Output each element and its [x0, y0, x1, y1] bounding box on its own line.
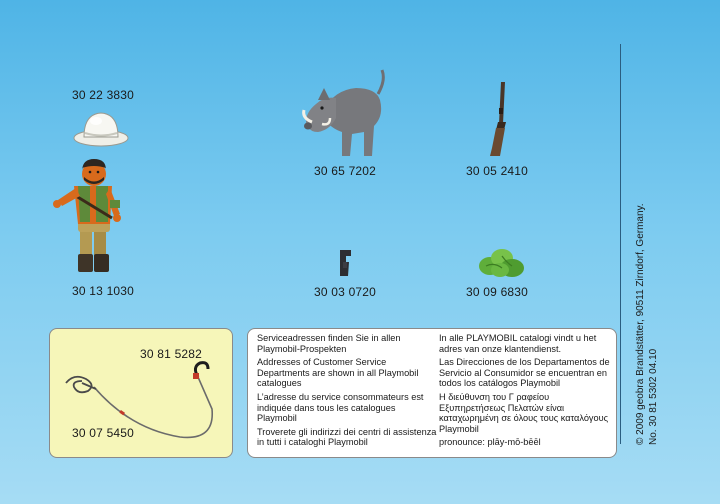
divider-line: [620, 44, 621, 444]
part-number-rifle: 30 05 2410: [466, 164, 529, 178]
info-text-nl: In alle PLAYMOBIL catalogi vindt u het adres van onze klantendienst.: [439, 333, 597, 354]
info-text-es: Las Direcciones de los Departamentos de Servicio al Consumidor se encuentran en todos los catálogos Playmobil: [439, 357, 610, 389]
pistol-image: [334, 248, 356, 280]
copyright-text: [634, 65, 660, 445]
copyright-line-1: © 2009 geobra Brandstätter, 90511 Zirndorf, Germany.: [635, 203, 646, 445]
safari-hat-image: [72, 108, 130, 148]
info-column-right: [439, 333, 615, 451]
customer-service-info-box: [247, 328, 617, 458]
copyright-line-2: No. 30 81 5302 04.10: [648, 348, 659, 445]
plant-image: [476, 246, 526, 280]
info-text-el: Η διεύθυνση του Γ ραφείου Εξυπηρετήσεως Πελατών είναι καταχωρημένη σε όλους τους καταλόγους Playmobil: [439, 391, 609, 434]
cable-parts-box: [49, 328, 233, 458]
part-number-pistol: 30 03 0720: [314, 285, 377, 299]
part-number-cable-top: 30 81 5282: [140, 347, 203, 361]
info-text-en: Addresses of Customer Service Departments are shown in all Playmobil catalogues: [257, 357, 419, 389]
info-text-de: Serviceadressen finden Sie in allen Playmobil-Prospekten: [257, 333, 401, 354]
info-text-pronounce: pronounce: plāy-mō-bēēl: [439, 437, 541, 448]
rifle-image: [486, 80, 512, 160]
part-number-cable-bottom: 30 07 5450: [72, 426, 135, 440]
part-number-plant: 30 09 6830: [466, 285, 529, 299]
part-number-warthog: 30 65 7202: [314, 164, 377, 178]
info-text-fr: L’adresse du service consommateurs est indiquée dans tous les catalogues Playmobil: [257, 391, 424, 424]
part-number-hat: 30 22 3830: [72, 88, 135, 102]
part-number-explorer: 30 13 1030: [72, 284, 135, 298]
explorer-figure-image: [50, 156, 130, 278]
cable-image: [60, 359, 225, 441]
info-column-left: [257, 333, 437, 451]
warthog-image: [300, 66, 390, 160]
info-text-it: Troverete gli indirizzi dei centri di assistenza in tutti i cataloghi Playmobil: [257, 426, 437, 448]
